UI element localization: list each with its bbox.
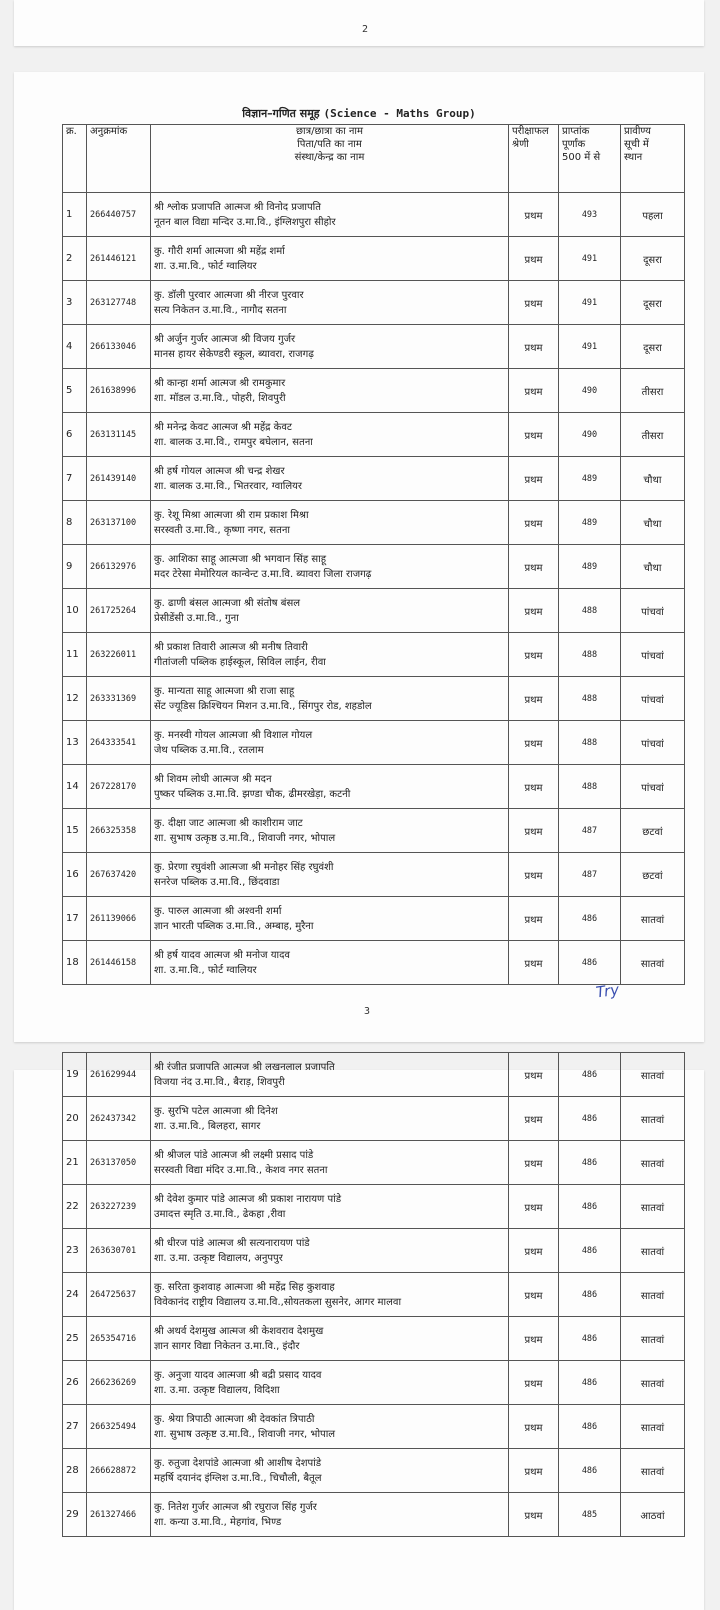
- cell-name: [151, 1405, 509, 1449]
- cell-roll-number: 261446121: [87, 237, 151, 281]
- student-name: श्री अर्जुन गुर्जर आत्मज श्री विजय गुर्जर: [154, 333, 296, 345]
- cell-result: प्रथम: [509, 1405, 559, 1449]
- cell-marks: 487: [559, 809, 621, 853]
- header-sr: क्र.: [63, 125, 87, 193]
- cell-result: प्रथम: [509, 1185, 559, 1229]
- cell-rank: सातवां: [621, 1141, 685, 1185]
- cell-roll-number: 261446158: [87, 941, 151, 985]
- cell-marks: 489: [559, 457, 621, 501]
- cell-marks: 486: [559, 1053, 621, 1097]
- cell-name: [151, 853, 509, 897]
- cell-rank: आठवां: [621, 1493, 685, 1537]
- cell-name: [151, 765, 509, 809]
- cell-sr: 15: [63, 809, 87, 853]
- cell-name: [151, 1361, 509, 1405]
- cell-rank: सातवां: [621, 1449, 685, 1493]
- table-row: [63, 281, 685, 325]
- cell-name: [151, 1141, 509, 1185]
- cell-roll-number: 264725637: [87, 1273, 151, 1317]
- student-name: कु. आशिका साहू आत्मजा श्री भगवान सिंह साहू: [154, 553, 327, 565]
- cell-name: [151, 1097, 509, 1141]
- cell-name: [151, 1229, 509, 1273]
- cell-name: [151, 237, 509, 281]
- cell-result: प्रथम: [509, 1097, 559, 1141]
- cell-roll-number: 263127748: [87, 281, 151, 325]
- student-name: कु. रेशू मिश्रा आत्मजा श्री राम प्रकाश मिश्रा: [154, 509, 309, 521]
- page-3[interactable]: [14, 72, 704, 1042]
- cell-rank: सातवां: [621, 1185, 685, 1229]
- header-merit-line: प्रावीण्य: [624, 126, 651, 137]
- table-row: [63, 765, 685, 809]
- table-row: [63, 1273, 685, 1317]
- school-name: शा. उ.मा.वि., फोर्ट ग्वालियर: [154, 964, 257, 976]
- table-row: [63, 1449, 685, 1493]
- cell-sr: 28: [63, 1449, 87, 1493]
- cell-name: [151, 1317, 509, 1361]
- cell-rank: सातवां: [621, 941, 685, 985]
- student-name: श्री कान्हा शर्मा आत्मज श्री रामकुमार: [154, 377, 286, 389]
- cell-rank: तीसरा: [621, 369, 685, 413]
- cell-sr: 24: [63, 1273, 87, 1317]
- header-merit-line: स्थान: [624, 152, 643, 163]
- school-name: मदर टेरेसा मेमोरियल कान्वेन्ट उ.मा.वि. ब्यावरा जिला राजगढ़: [154, 568, 372, 580]
- cell-roll-number: 261439140: [87, 457, 151, 501]
- cell-roll-number: 266325494: [87, 1405, 151, 1449]
- header-marks-line: 500 में से: [562, 152, 601, 163]
- cell-sr: 29: [63, 1493, 87, 1537]
- cell-name: [151, 589, 509, 633]
- cell-result: प्रथम: [509, 897, 559, 941]
- cell-result: प्रथम: [509, 1361, 559, 1405]
- handwritten-signature: Try: [594, 980, 621, 1002]
- cell-result: प्रथम: [509, 765, 559, 809]
- table-row: [63, 1185, 685, 1229]
- cell-name: [151, 281, 509, 325]
- cell-result: प्रथम: [509, 501, 559, 545]
- table-row: [63, 325, 685, 369]
- cell-result: प्रथम: [509, 677, 559, 721]
- cell-roll-number: 263227239: [87, 1185, 151, 1229]
- cell-result: प्रथम: [509, 721, 559, 765]
- cell-result: प्रथम: [509, 281, 559, 325]
- cell-roll-number: 267228170: [87, 765, 151, 809]
- school-name: शा. कन्या उ.मा.वि., मेहगांव, भिण्ड: [154, 1516, 282, 1528]
- cell-name: [151, 897, 509, 941]
- school-name: सरस्वती विद्या मंदिर उ.मा.वि., केशव नगर सतना: [154, 1164, 328, 1176]
- cell-rank: चौथा: [621, 457, 685, 501]
- cell-rank: पांचवां: [621, 677, 685, 721]
- cell-result: प्रथम: [509, 1273, 559, 1317]
- cell-sr: 19: [63, 1053, 87, 1097]
- cell-rank: सातवां: [621, 1097, 685, 1141]
- table-body: [63, 193, 685, 985]
- school-name: सनरेज पब्लिक उ.मा.वि., छिंदवाडा: [154, 876, 280, 888]
- student-name: श्री शिवम लोधी आत्मज श्री मदन: [154, 773, 272, 785]
- header-result: [509, 125, 559, 193]
- group-title: [14, 106, 704, 121]
- student-name: श्री श्रीजल पांडे आत्मज श्री लक्ष्मी प्रसाद पांडे: [154, 1149, 314, 1161]
- header-marks-line: प्राप्तांक: [562, 126, 590, 137]
- cell-sr: 1: [63, 193, 87, 237]
- school-name: शा. सुभाष उत्कृष्ट उ.मा.वि., शिवाजी नगर, भोपाल: [154, 1428, 336, 1440]
- cell-result: प्रथम: [509, 457, 559, 501]
- student-name: श्री रंजीत प्रजापति आत्मज श्री लखनलाल प्रजापति: [154, 1061, 335, 1073]
- cell-result: प्रथम: [509, 369, 559, 413]
- cell-marks: 486: [559, 1273, 621, 1317]
- cell-marks: 486: [559, 1317, 621, 1361]
- cell-sr: 23: [63, 1229, 87, 1273]
- header-marks-line: पूर्णांक: [562, 139, 586, 150]
- cell-name: [151, 633, 509, 677]
- school-name: महर्षि दयानंद इंग्लिश उ.मा.वि., चिचौली, बैतूल: [154, 1472, 322, 1484]
- cell-sr: 5: [63, 369, 87, 413]
- table-row: [63, 633, 685, 677]
- cell-sr: 4: [63, 325, 87, 369]
- cell-marks: 488: [559, 677, 621, 721]
- student-name: श्री प्रकाश तिवारी आत्मज श्री मनीष तिवारी: [154, 641, 308, 653]
- cell-roll-number: 263131145: [87, 413, 151, 457]
- table-row: [63, 1229, 685, 1273]
- cell-marks: 486: [559, 1361, 621, 1405]
- table-row: [63, 1141, 685, 1185]
- cell-sr: 25: [63, 1317, 87, 1361]
- table-body: [63, 1053, 685, 1537]
- table-row: [63, 193, 685, 237]
- cell-result: प्रथम: [509, 809, 559, 853]
- cell-sr: 13: [63, 721, 87, 765]
- table-row: [63, 1097, 685, 1141]
- cell-rank: छटवां: [621, 809, 685, 853]
- table-row: [63, 1361, 685, 1405]
- group-title-english: (Science - Maths Group): [323, 107, 476, 120]
- cell-roll-number: 263630701: [87, 1229, 151, 1273]
- cell-marks: 488: [559, 589, 621, 633]
- student-name: कु. पारुल आत्मजा श्री अश्वनी शर्मा: [154, 905, 282, 917]
- school-name: सत्य निकेतन उ.मा.वि., नागौद सतना: [154, 304, 287, 316]
- school-name: शा. उ.मा. उत्कृष्ट विद्यालय, अनुपपुर: [154, 1252, 283, 1264]
- table-row: [63, 677, 685, 721]
- table-row: [63, 369, 685, 413]
- header-result-line: परीक्षाफल: [512, 126, 549, 137]
- cell-rank: चौथा: [621, 545, 685, 589]
- cell-sr: 21: [63, 1141, 87, 1185]
- student-name: श्री श्लोक प्रजापति आत्मज श्री विनोद प्रजापति: [154, 201, 321, 213]
- student-name: श्री हर्ष यादव आत्मज श्री मनोज यादव: [154, 949, 290, 961]
- cell-sr: 10: [63, 589, 87, 633]
- cell-roll-number: 263137050: [87, 1141, 151, 1185]
- page-number: 2: [362, 24, 369, 35]
- cell-sr: 14: [63, 765, 87, 809]
- student-name: श्री धीरज पांडे आत्मज श्री सत्यनारायण पांडे: [154, 1237, 310, 1249]
- header-name-line: छात्र/छात्रा का नाम: [296, 126, 363, 137]
- cell-rank: दूसरा: [621, 325, 685, 369]
- table-row: [63, 721, 685, 765]
- cell-name: [151, 1185, 509, 1229]
- cell-name: [151, 369, 509, 413]
- cell-name: [151, 457, 509, 501]
- cell-marks: 489: [559, 501, 621, 545]
- cell-marks: 487: [559, 853, 621, 897]
- header-marks: [559, 125, 621, 193]
- header-merit-line: सूची में: [624, 139, 649, 150]
- cell-rank: चौथा: [621, 501, 685, 545]
- cell-sr: 17: [63, 897, 87, 941]
- header-merit: [621, 125, 685, 193]
- school-name: शा. उ.मा.वि., फोर्ट ग्वालियर: [154, 260, 257, 272]
- school-name: विजया नंद उ.मा.वि., बैराड़, शिवपुरी: [154, 1076, 285, 1088]
- cell-result: प्रथम: [509, 1141, 559, 1185]
- cell-rank: पांचवां: [621, 589, 685, 633]
- cell-marks: 486: [559, 897, 621, 941]
- header-result-line: श्रेणी: [512, 139, 529, 150]
- cell-rank: छटवां: [621, 853, 685, 897]
- table-row: [63, 1053, 685, 1097]
- cell-sr: 20: [63, 1097, 87, 1141]
- cell-marks: 486: [559, 1229, 621, 1273]
- student-name: श्री अथर्व देशमुख आत्मज श्री केशवराव देशमुख: [154, 1325, 324, 1337]
- student-name: कु. अनुजा यादव आत्मजा श्री बद्री प्रसाद यादव: [154, 1369, 322, 1381]
- cell-sr: 2: [63, 237, 87, 281]
- cell-roll-number: 261638996: [87, 369, 151, 413]
- cell-result: प्रथम: [509, 941, 559, 985]
- cell-roll-number: 264333541: [87, 721, 151, 765]
- cell-name: [151, 1053, 509, 1097]
- cell-result: प्रथम: [509, 193, 559, 237]
- cell-rank: सातवां: [621, 1317, 685, 1361]
- cell-name: [151, 1449, 509, 1493]
- cell-name: [151, 413, 509, 457]
- cell-result: प्रथम: [509, 1053, 559, 1097]
- cell-sr: 9: [63, 545, 87, 589]
- school-name: शा. सुभाष उत्कृष्ठ उ.मा.वि., शिवाजी नगर, भोपाल: [154, 832, 336, 844]
- cell-rank: सातवां: [621, 1229, 685, 1273]
- cell-name: [151, 721, 509, 765]
- cell-roll-number: 261629944: [87, 1053, 151, 1097]
- student-name: कु. सुरभि पटेल आत्मजा श्री दिनेश: [154, 1105, 278, 1117]
- cell-name: [151, 545, 509, 589]
- cell-rank: सातवां: [621, 1405, 685, 1449]
- student-name: कु. मनस्वी गोयल आत्मजा श्री विशाल गोयल: [154, 729, 313, 741]
- cell-result: प्रथम: [509, 1493, 559, 1537]
- school-name: सरस्वती उ.मा.वि., कृष्णा नगर, सतना: [154, 524, 290, 536]
- cell-roll-number: 266132976: [87, 545, 151, 589]
- school-name: शा. बालक उ.मा.वि., भितरवार, ग्वालियर: [154, 480, 303, 492]
- cell-result: प्रथम: [509, 325, 559, 369]
- student-name: कु. नितेश गुर्जर आत्मज श्री रघुराज सिंह गुर्जर: [154, 1501, 317, 1513]
- cell-sr: 3: [63, 281, 87, 325]
- cell-marks: 491: [559, 237, 621, 281]
- student-name: कु. गौरी शर्मा आत्मजा श्री महेंद्र शर्मा: [154, 245, 285, 257]
- cell-marks: 486: [559, 1141, 621, 1185]
- cell-marks: 488: [559, 633, 621, 677]
- cell-rank: दूसरा: [621, 281, 685, 325]
- cell-name: [151, 325, 509, 369]
- cell-rank: सातवां: [621, 1361, 685, 1405]
- group-title-hindi: विज्ञान–गणित समूह: [242, 107, 320, 120]
- cell-result: प्रथम: [509, 413, 559, 457]
- school-name: सेंट ज्यूडिस क्रिश्चियन मिशन उ.मा.वि., सिंगपुर रोड, शहडोल: [154, 700, 372, 712]
- cell-roll-number: 262437342: [87, 1097, 151, 1141]
- cell-rank: पांचवां: [621, 721, 685, 765]
- table-header-row: [63, 125, 685, 193]
- cell-marks: 493: [559, 193, 621, 237]
- student-name: कु. ढाणी बंसल आत्मजा श्री संतोष बंसल: [154, 597, 300, 609]
- cell-roll-number: 263331369: [87, 677, 151, 721]
- cell-marks: 486: [559, 1449, 621, 1493]
- table-row: [63, 237, 685, 281]
- table-row: [63, 941, 685, 985]
- cell-marks: 488: [559, 721, 621, 765]
- cell-sr: 27: [63, 1405, 87, 1449]
- cell-marks: 491: [559, 281, 621, 325]
- student-name: कु. प्रेरणा रघुवंशी आत्मजा श्री मनोहर सिंह रघुवंशी: [154, 861, 334, 873]
- cell-rank: पहला: [621, 193, 685, 237]
- cell-marks: 490: [559, 413, 621, 457]
- merit-table: [62, 124, 685, 985]
- cell-roll-number: 261327466: [87, 1493, 151, 1537]
- cell-result: प्रथम: [509, 853, 559, 897]
- table-row: [63, 853, 685, 897]
- cell-result: प्रथम: [509, 633, 559, 677]
- header-name-line: संस्था/केन्द्र का नाम: [294, 152, 365, 163]
- student-name: कु. श्रेया त्रिपाठी आत्मजा श्री देवकांत त्रिपाठी: [154, 1413, 315, 1425]
- school-name: मानस हायर सेकेण्डरी स्कूल, ब्यावरा, राजगढ़: [154, 348, 314, 360]
- cell-rank: तीसरा: [621, 413, 685, 457]
- page-number: 3: [364, 1006, 371, 1017]
- cell-result: प्रथम: [509, 237, 559, 281]
- header-name: [151, 125, 509, 193]
- cell-sr: 12: [63, 677, 87, 721]
- cell-marks: 490: [559, 369, 621, 413]
- cell-rank: पांचवां: [621, 765, 685, 809]
- table-row: [63, 809, 685, 853]
- cell-result: प्रथम: [509, 1449, 559, 1493]
- header-name-line: पिता/पति का नाम: [297, 139, 362, 150]
- cell-marks: 486: [559, 1405, 621, 1449]
- table-row: [63, 897, 685, 941]
- cell-marks: 485: [559, 1493, 621, 1537]
- school-name: ज्ञान भारती पब्लिक उ.मा.वि., अम्बाह, मुरैना: [154, 920, 314, 932]
- student-name: श्री हर्ष गोयल आत्मज श्री चन्द्र शेखर: [154, 465, 285, 477]
- student-name: कु. सरिता कुशवाह आत्मजा श्री महेंद्र सिह कुशवाह: [154, 1281, 335, 1293]
- cell-roll-number: 266325358: [87, 809, 151, 853]
- cell-result: प्रथम: [509, 589, 559, 633]
- cell-name: [151, 1493, 509, 1537]
- cell-roll-number: 267637420: [87, 853, 151, 897]
- student-name: कु. मान्यता साहू आत्मजा श्री राजा साहू: [154, 685, 295, 697]
- page-4[interactable]: [14, 1061, 704, 1610]
- cell-roll-number: 265354716: [87, 1317, 151, 1361]
- table-row: [63, 589, 685, 633]
- table-row: [63, 1405, 685, 1449]
- cell-sr: 7: [63, 457, 87, 501]
- student-name: कु. दीक्षा जाट आत्मजा श्री काशीराम जाट: [154, 817, 303, 829]
- student-name: कु. डॉली पुरवार आत्मजा श्री नीरज पुरवार: [154, 289, 304, 301]
- cell-sr: 22: [63, 1185, 87, 1229]
- school-name: प्रेसीडेंसी उ.मा.वि., गुना: [154, 612, 239, 624]
- school-name: शा. उ.मा. उत्कृष्ट विद्यालय, विदिशा: [154, 1384, 280, 1396]
- cell-name: [151, 501, 509, 545]
- cell-name: [151, 809, 509, 853]
- cell-marks: 491: [559, 325, 621, 369]
- cell-rank: दूसरा: [621, 237, 685, 281]
- school-name: शा. मॉडल उ.मा.वि., पोहरी, शिवपुरी: [154, 392, 286, 404]
- cell-rank: सातवां: [621, 1053, 685, 1097]
- cell-roll-number: 266236269: [87, 1361, 151, 1405]
- cell-sr: 26: [63, 1361, 87, 1405]
- cell-marks: 486: [559, 1185, 621, 1229]
- table-row: [63, 501, 685, 545]
- cell-roll-number: 263226011: [87, 633, 151, 677]
- school-name: ज्ञान सागर विद्या निकेतन उ.मा.वि., इंदौर: [154, 1340, 300, 1352]
- school-name: गीतांजली पब्लिक हाईस्कूल, सिविल लाईन, रीवा: [154, 656, 326, 668]
- table-row: [63, 1317, 685, 1361]
- cell-roll-number: 266628872: [87, 1449, 151, 1493]
- student-name: श्री देवेश कुमार पांडे आत्मज श्री प्रकाश नारायण पांडे: [154, 1193, 342, 1205]
- cell-sr: 8: [63, 501, 87, 545]
- cell-sr: 6: [63, 413, 87, 457]
- cell-result: प्रथम: [509, 1317, 559, 1361]
- cell-name: [151, 677, 509, 721]
- cell-marks: 488: [559, 765, 621, 809]
- school-name: पुष्कर पब्लिक उ.मा.वि. झण्डा चौक, ढीमरखेड़ा, कटनी: [154, 788, 351, 800]
- school-name: विवेकानंद राष्ट्रीय विद्यालय उ.मा.वि.,सोयतकला सुसनेर, आगर मालवा: [154, 1296, 402, 1308]
- cell-name: [151, 193, 509, 237]
- school-name: नूतन बाल विद्या मन्दिर उ.मा.वि., इंग्लिशपुरा सीहोर: [154, 216, 336, 228]
- header-roll: अनुक्रमांक: [87, 125, 151, 193]
- cell-roll-number: 261139066: [87, 897, 151, 941]
- cell-result: प्रथम: [509, 545, 559, 589]
- cell-rank: सातवां: [621, 1273, 685, 1317]
- cell-rank: सातवां: [621, 897, 685, 941]
- cell-roll-number: 266440757: [87, 193, 151, 237]
- table-row: [63, 545, 685, 589]
- table-row: [63, 413, 685, 457]
- cell-sr: 11: [63, 633, 87, 677]
- school-name: उमादत्त स्मृति उ.मा.वि., ढेकहा ,रीवा: [154, 1208, 286, 1220]
- student-name: श्री मनेन्द्र केवट आत्मज श्री महेंद्र केवट: [154, 421, 292, 433]
- student-name: कु. रुतुजा देशपांडे आत्मजा श्री आशीष देशपांडे: [154, 1457, 322, 1469]
- page-2-fragment: [14, 0, 704, 46]
- table-row: [63, 1493, 685, 1537]
- cell-name: [151, 941, 509, 985]
- cell-marks: 486: [559, 941, 621, 985]
- merit-table-continued: [62, 1052, 685, 1537]
- cell-marks: 486: [559, 1097, 621, 1141]
- cell-roll-number: 261725264: [87, 589, 151, 633]
- cell-result: प्रथम: [509, 1229, 559, 1273]
- cell-roll-number: 266133046: [87, 325, 151, 369]
- cell-sr: 18: [63, 941, 87, 985]
- cell-rank: पांचवां: [621, 633, 685, 677]
- cell-sr: 16: [63, 853, 87, 897]
- school-name: जेथ पब्लिक उ.मा.वि., रतलाम: [154, 744, 264, 756]
- cell-marks: 489: [559, 545, 621, 589]
- cell-roll-number: 263137100: [87, 501, 151, 545]
- cell-name: [151, 1273, 509, 1317]
- table-row: [63, 457, 685, 501]
- school-name: शा. उ.मा.वि., बिलहरा, सागर: [154, 1120, 261, 1132]
- school-name: शा. बालक उ.मा.वि., रामपुर बघेलान, सतना: [154, 436, 313, 448]
